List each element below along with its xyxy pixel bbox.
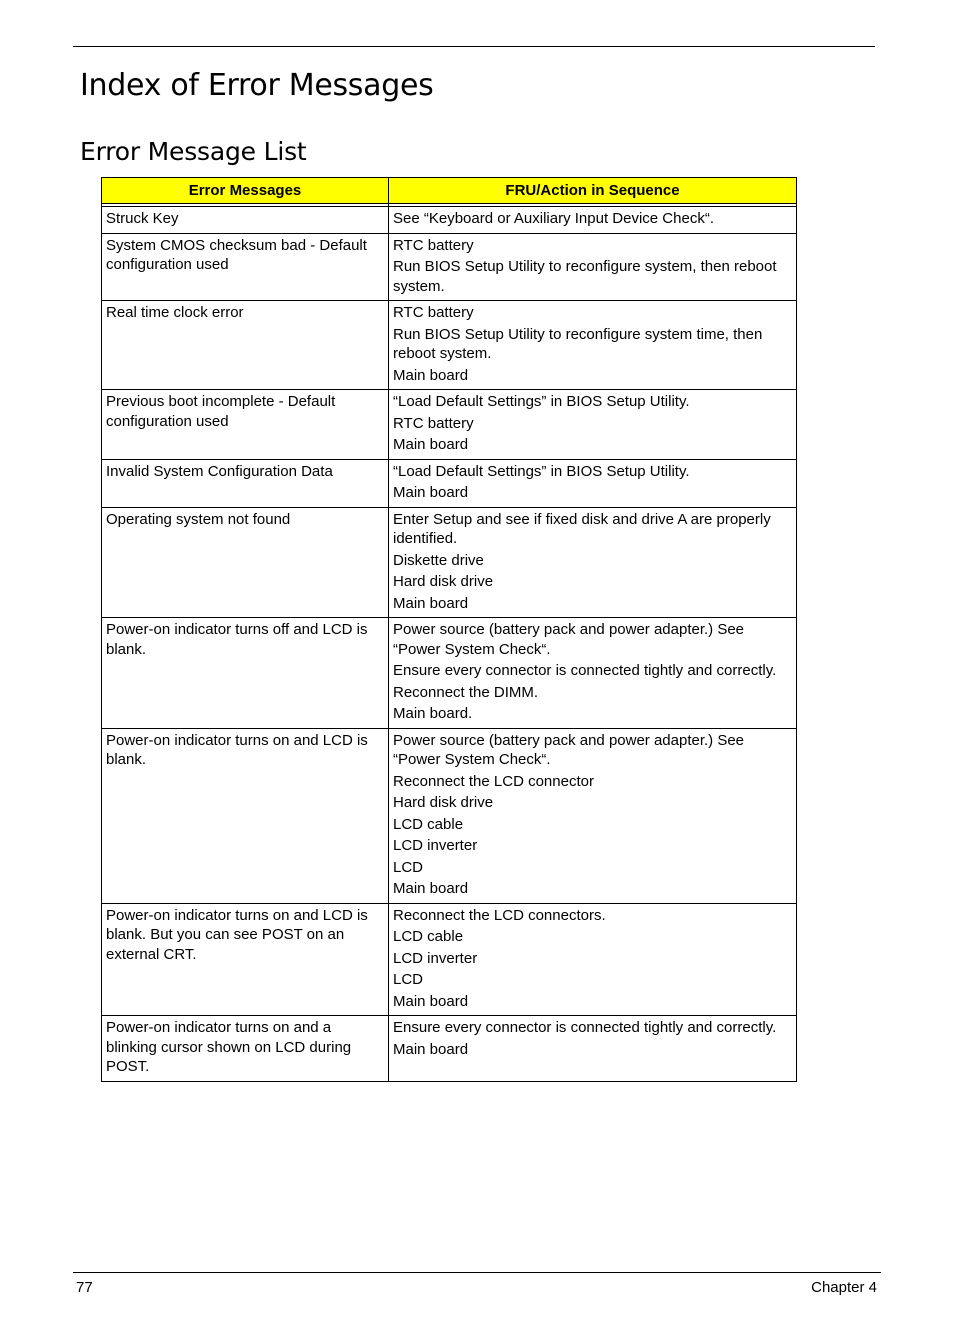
fru-action-item: Reconnect the DIMM.	[393, 683, 539, 701]
fru-action-cell	[389, 301, 797, 390]
fru-action-item: Enter Setup and see if fixed disk and drive A are properly identified.	[393, 510, 771, 547]
error-message-cell: Power-on indicator turns on and LCD is blank.	[102, 728, 389, 903]
error-message-cell: Operating system not found	[102, 507, 389, 618]
fru-action-item: Run BIOS Setup Utility to reconfigure system time, then reboot system.	[393, 325, 763, 362]
column-header-error-messages: Error Messages	[102, 178, 389, 204]
fru-action-item: Main board	[393, 436, 469, 453]
fru-action-item: Main board	[393, 992, 469, 1010]
fru-action-item: “Load Default Settings” in BIOS Setup Utility.	[393, 393, 690, 410]
fru-action-item: Reconnect the LCD connector	[393, 772, 594, 790]
fru-action-item: LCD	[393, 858, 424, 876]
fru-action-item: Run BIOS Setup Utility to reconfigure system, then reboot system.	[393, 258, 777, 295]
table-header-row	[102, 178, 797, 204]
fru-action-item: “Load Default Settings” in BIOS Setup Utility.	[393, 462, 690, 480]
fru-action-item: Power source (battery pack and power adapter.) See “Power System Check“.	[393, 731, 745, 768]
fru-action-item: Main board	[393, 366, 469, 384]
table-row	[102, 301, 797, 390]
table-row	[102, 207, 797, 234]
table-body	[102, 204, 797, 1082]
fru-action-cell	[389, 903, 797, 1016]
error-message-cell: Real time clock error	[102, 301, 389, 390]
error-message-cell: Previous boot incomplete - Default configuration used	[102, 390, 389, 460]
fru-action-cell	[389, 507, 797, 618]
fru-action-item: LCD	[393, 971, 424, 988]
table-row	[102, 1016, 797, 1082]
table-row	[102, 233, 797, 301]
fru-action-cell	[389, 1016, 797, 1082]
fru-action-item: RTC battery	[393, 414, 474, 432]
fru-action-item: Main board.	[393, 705, 473, 722]
fru-action-item: Hard disk drive	[393, 573, 494, 590]
fru-action-cell	[389, 390, 797, 460]
chapter-label: Chapter 4	[811, 1279, 877, 1296]
fru-action-item: Ensure every connector is connected tightly and correctly.	[393, 662, 777, 679]
error-message-cell: Struck Key	[102, 207, 389, 234]
fru-action-item: Diskette drive	[393, 551, 484, 569]
top-divider	[73, 46, 875, 47]
fru-action-item: Main board	[393, 880, 469, 897]
table-row	[102, 390, 797, 460]
fru-action-cell	[389, 459, 797, 507]
fru-action-item: Hard disk drive	[393, 794, 494, 811]
column-header-fru-action: FRU/Action in Sequence	[389, 178, 797, 204]
error-message-table	[101, 177, 797, 1082]
fru-action-item: LCD inverter	[393, 837, 478, 854]
fru-action-item: Main board	[393, 484, 469, 501]
fru-action-cell	[389, 728, 797, 903]
fru-action-item: Reconnect the LCD connectors.	[393, 906, 606, 924]
fru-action-item: RTC battery	[393, 304, 474, 321]
fru-action-item: Main board	[393, 1040, 469, 1058]
fru-action-item: Power source (battery pack and power adapter.) See “Power System Check“.	[393, 621, 745, 658]
fru-action-cell	[389, 207, 797, 234]
section-title: Error Message List	[80, 137, 307, 166]
error-message-cell: Invalid System Configuration Data	[102, 459, 389, 507]
bottom-divider	[73, 1272, 881, 1273]
fru-action-item: Ensure every connector is connected tightly and correctly.	[393, 1019, 777, 1036]
table-row	[102, 903, 797, 1016]
page-title: Index of Error Messages	[80, 68, 434, 103]
fru-action-cell	[389, 233, 797, 301]
table-row	[102, 728, 797, 903]
error-message-cell: Power-on indicator turns off and LCD is blank.	[102, 618, 389, 729]
error-message-cell: Power-on indicator turns on and LCD is blank. But you can see POST on an external CRT.	[102, 903, 389, 1016]
page-number: 77	[76, 1279, 93, 1296]
table-row	[102, 507, 797, 618]
error-message-cell: Power-on indicator turns on and a blinking cursor shown on LCD during POST.	[102, 1016, 389, 1082]
error-message-cell: System CMOS checksum bad - Default configuration used	[102, 233, 389, 301]
fru-action-item: See “Keyboard or Auxiliary Input Device Check“.	[393, 210, 714, 227]
fru-action-cell	[389, 618, 797, 729]
fru-action-item: LCD inverter	[393, 949, 478, 967]
fru-action-item: LCD cable	[393, 928, 464, 945]
table-row	[102, 618, 797, 729]
fru-action-item: LCD cable	[393, 815, 464, 833]
fru-action-item: RTC battery	[393, 236, 474, 254]
table-row	[102, 459, 797, 507]
fru-action-item: Main board	[393, 594, 469, 612]
